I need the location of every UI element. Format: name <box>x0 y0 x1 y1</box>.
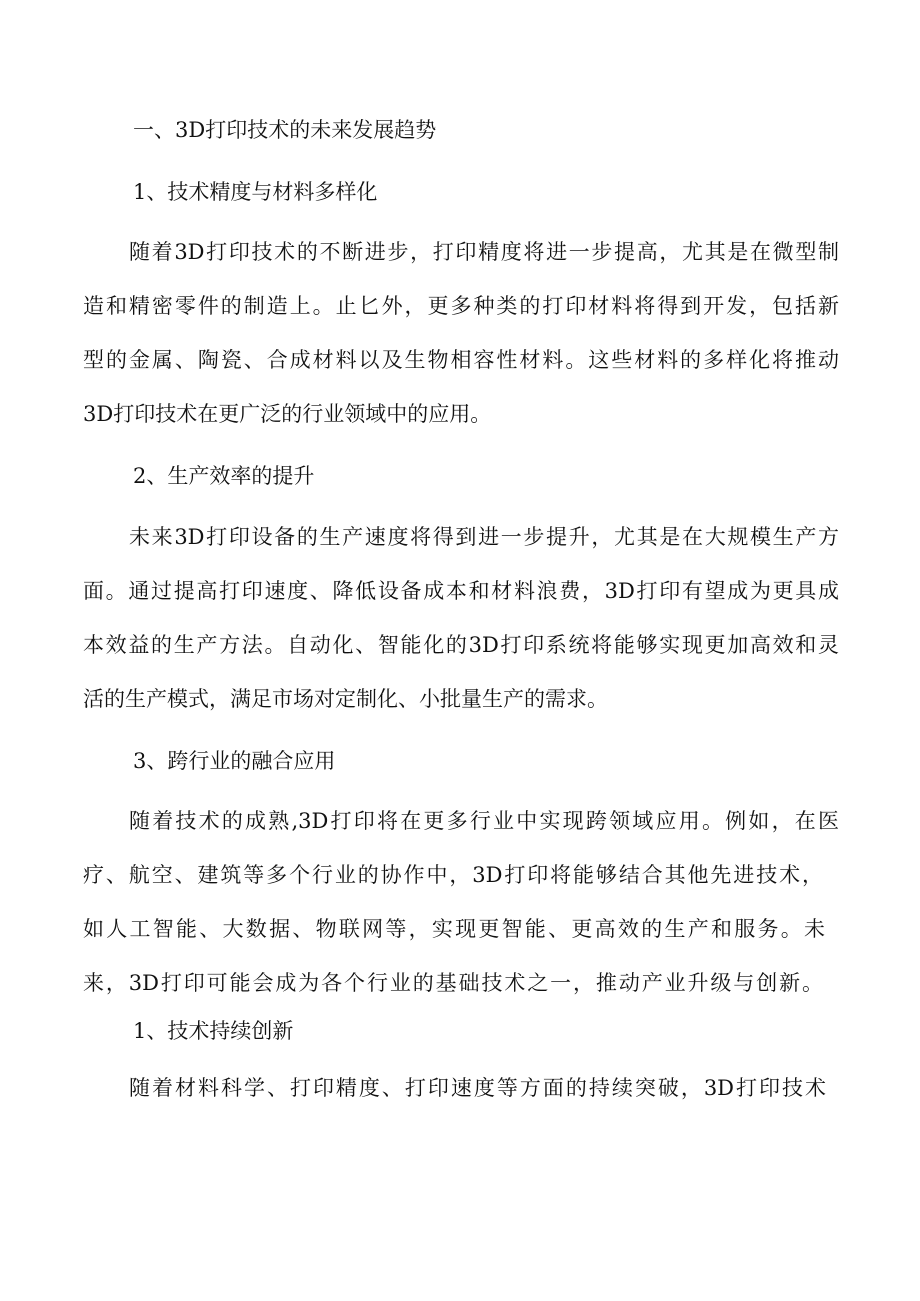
section-1-line-2: 造和精密零件的制造上。止匕外，更多种类的打印材料将得到开发，包括新 <box>83 294 839 318</box>
section-4-title: 1、技术持续创新 <box>133 1019 294 1043</box>
section-3-line-2: 疗、航空、建筑等多个行业的协作中，3D打印将能够结合其他先进技术， <box>83 863 823 887</box>
section-2-title: 2、生产效率的提升 <box>133 464 315 488</box>
section-3-line-3: 如人工智能、大数据、物联网等，实现更智能、更高效的生产和服务。未 <box>83 917 825 941</box>
section-2-line-3: 本效益的生产方法。自动化、智能化的3D打印系统将能够实现更加高效和灵 <box>83 633 839 657</box>
main-heading: 一、3D打印技术的未来发展趋势 <box>133 118 437 142</box>
section-1-line-1: 随着3D打印技术的不断进步，打印精度将进一步提高，尤其是在微型制 <box>129 240 839 264</box>
section-1-line-4: 3D打印技术在更广泛的行业领域中的应用。 <box>83 402 492 426</box>
section-1-line-3: 型的金属、陶瓷、合成材料以及生物相容性材料。这些材料的多样化将推动 <box>83 348 839 372</box>
section-3-line-1: 随着技术的成熟,3D打印将在更多行业中实现跨领域应用。例如，在医 <box>129 809 839 833</box>
section-2-line-4: 活的生产模式，满足市场对定制化、小批量生产的需求。 <box>83 687 608 711</box>
section-2-line-2: 面。通过提高打印速度、降低设备成本和材料浪费，3D打印有望成为更具成 <box>83 579 839 603</box>
section-4-line-1: 随着材料科学、打印精度、打印速度等方面的持续突破，3D打印技术 <box>129 1076 826 1100</box>
section-1-title: 1、技术精度与材料多样化 <box>133 180 378 204</box>
section-3-line-4: 来，3D打印可能会成为各个行业的基础技术之一，推动产业升级与创新。 <box>83 971 823 995</box>
section-2-line-1: 未来3D打印设备的生产速度将得到进一步提升，尤其是在大规模生产方 <box>129 525 839 549</box>
section-3-title: 3、跨行业的融合应用 <box>133 749 336 773</box>
